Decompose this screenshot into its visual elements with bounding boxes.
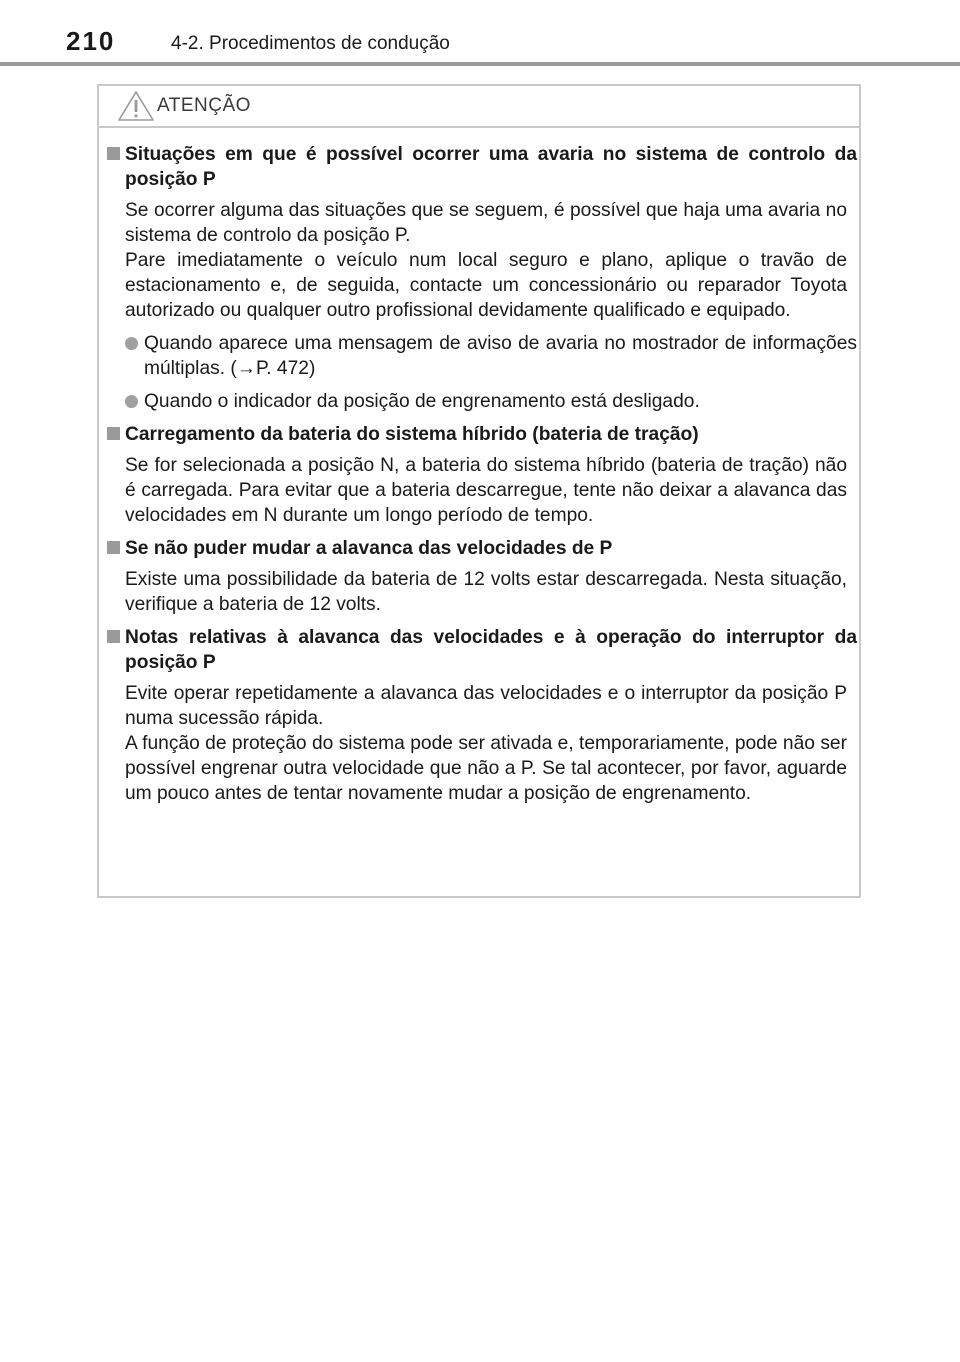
square-bullet-icon [107,541,120,554]
caution-item [107,422,857,528]
caution-header [99,86,859,128]
item-heading: Notas relativas à alavanca das velocidades e à operação do interruptor da posição P [107,625,857,675]
list-item: Quando o indicador da posição de engrenamento está desligado. [125,389,857,414]
square-bullet-icon [107,147,120,160]
caution-item [107,142,857,414]
round-bullet-icon [125,337,138,350]
round-bullet-icon [125,395,138,408]
header-rule [0,62,960,66]
page-number: 210 [66,26,116,56]
paragraph: Se for selecionada a posição N, a bateria do sistema híbrido (bateria de tração) não é carregada. Para evitar que a bateria descarregue, tente não deixar a alavanca das velocidades em N durante um longo período de tempo. [125,455,847,526]
caution-title: ATENÇÃO [157,95,251,116]
caution-item [107,536,857,617]
paragraph: Se ocorrer alguma das situações que se seguem, é possível que haja uma avaria no sistema de controlo da posição P. [125,200,847,246]
square-bullet-icon [107,630,120,643]
item-heading: Situações em que é possível ocorrer uma avaria no sistema de controlo da posição P [107,142,857,192]
paragraph: Existe uma possibilidade da bateria de 12 volts estar descarregada. Nesta situação, verifique a bateria de 12 volts. [125,569,847,615]
paragraph: Evite operar repetidamente a alavanca das velocidades e o interruptor da posição P numa sucessão rápida. [125,683,847,729]
section-title: 4-2. Procedimentos de condução [171,33,450,54]
list-item: Quando aparece uma mensagem de aviso de avaria no mostrador de informações múltiplas. (→P. 472) [125,331,857,381]
item-heading: Carregamento da bateria do sistema híbrido (bateria de tração) [107,422,857,447]
caution-item [107,625,857,806]
warning-triangle-icon [116,89,156,123]
square-bullet-icon [107,427,120,440]
paragraph: Pare imediatamente o veículo num local seguro e plano, aplique o travão de estacionamento e, de seguida, contacte um concessionário ou reparador Toyota autorizado ou qualquer outro profissional devidamente qualificado e equipado. [125,250,847,321]
caution-body [107,142,857,806]
paragraph: A função de proteção do sistema pode ser ativada e, temporariamente, pode não ser possível engrenar outra velocidade que não a P. Se tal acontecer, por favor, aguarde um pouco antes de tentar novamente mudar a posição de engrenamento. [125,733,847,804]
page-header [0,0,960,70]
caution-box [97,84,861,898]
item-heading: Se não puder mudar a alavanca das velocidades de P [107,536,857,561]
